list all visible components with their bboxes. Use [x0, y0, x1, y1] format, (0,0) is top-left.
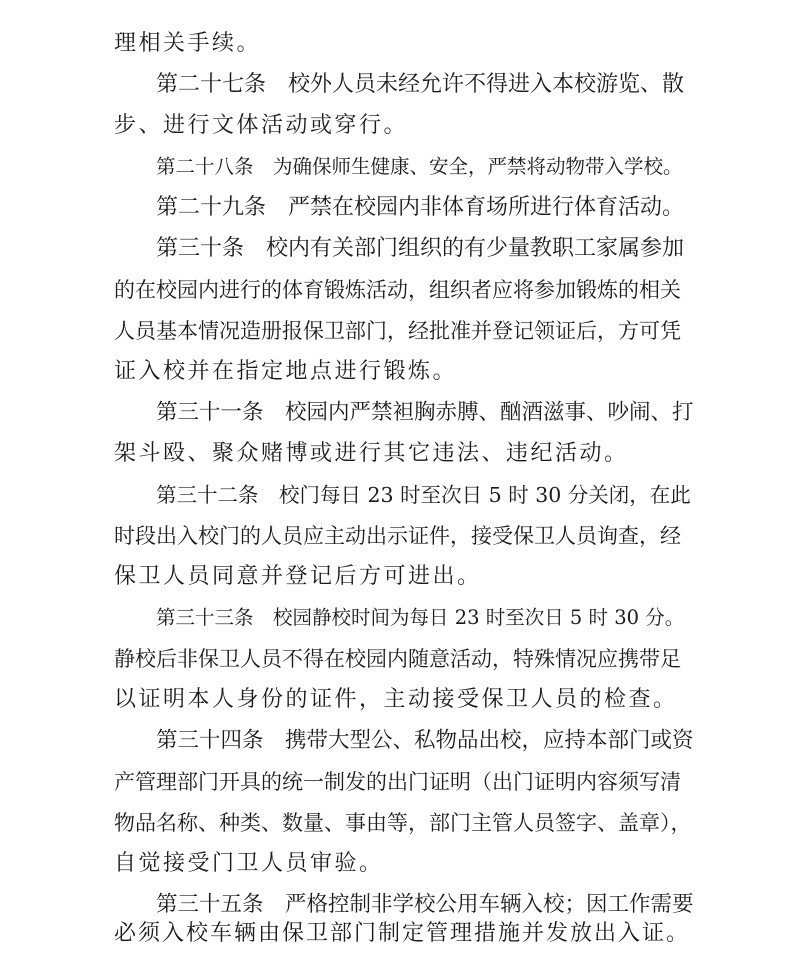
- text-line: 证入校并在指定地点进行锻炼。: [114, 359, 458, 384]
- text-line: 步、进行文体活动或穿行。: [114, 113, 409, 138]
- article-32-line: 第三十二条 校门每日 23 时至次日 5 时 30 分关闭，在此: [156, 483, 691, 507]
- text-line: 架斗殴、聚众赌博或进行其它违法、违纪活动。: [114, 441, 629, 466]
- text-line: 时段出入校门的人员应主动出示证件，接受保卫人员询查，经: [114, 524, 681, 548]
- text-line: 静校后非保卫人员不得在校园内随意活动，特殊情况应携带足: [114, 647, 681, 671]
- article-34-line: 第三十四条 携带大型公、私物品出校，应持本部门或资: [156, 728, 694, 753]
- text-line: 人员基本情况造册报保卫部门，经批准并登记领证后，方可凭: [114, 319, 681, 343]
- text-line: 自觉接受门卫人员审验。: [114, 851, 384, 876]
- article-27-line: 第二十七条 校外人员未经允许不得进入本校游览、散: [156, 72, 685, 97]
- article-30-line: 第三十条 校内有关部门组织的有少量教职工家属参加: [156, 236, 685, 261]
- text-line: 产管理部门开具的统一制发的出门证明（出门证明内容须写清: [114, 770, 681, 794]
- text-line: 理相关手续。: [114, 31, 262, 56]
- article-29-line: 第二十九条 严禁在校园内非体育场所进行体育活动。: [156, 195, 685, 220]
- article-28-line: 第二十八条 为确保师生健康、安全，严禁将动物带入学校。: [156, 155, 683, 178]
- text-line: 的在校园内进行的体育锻炼活动，组织者应将参加锻炼的相关: [114, 278, 681, 302]
- text-line: 保卫人员同意并登记后方可进出。: [114, 564, 482, 589]
- text-line: 物品名称、种类、数量、事由等，部门主管人员签字、盖章），: [114, 811, 692, 835]
- text-line: 必须入校车辆由保卫部门制定管理措施并发放出入证。: [114, 921, 691, 946]
- text-line: 以证明本人身份的证件，主动接受保卫人员的检查。: [114, 687, 678, 712]
- article-35-line: 第三十五条 严格控制非学校公用车辆入校；因工作需要: [156, 892, 694, 917]
- article-33-line: 第三十三条 校园静校时间为每日 23 时至次日 5 时 30 分。: [156, 606, 685, 629]
- article-31-line: 第三十一条 校园内严禁袒胸赤膊、酗酒滋事、吵闹、打: [156, 400, 694, 425]
